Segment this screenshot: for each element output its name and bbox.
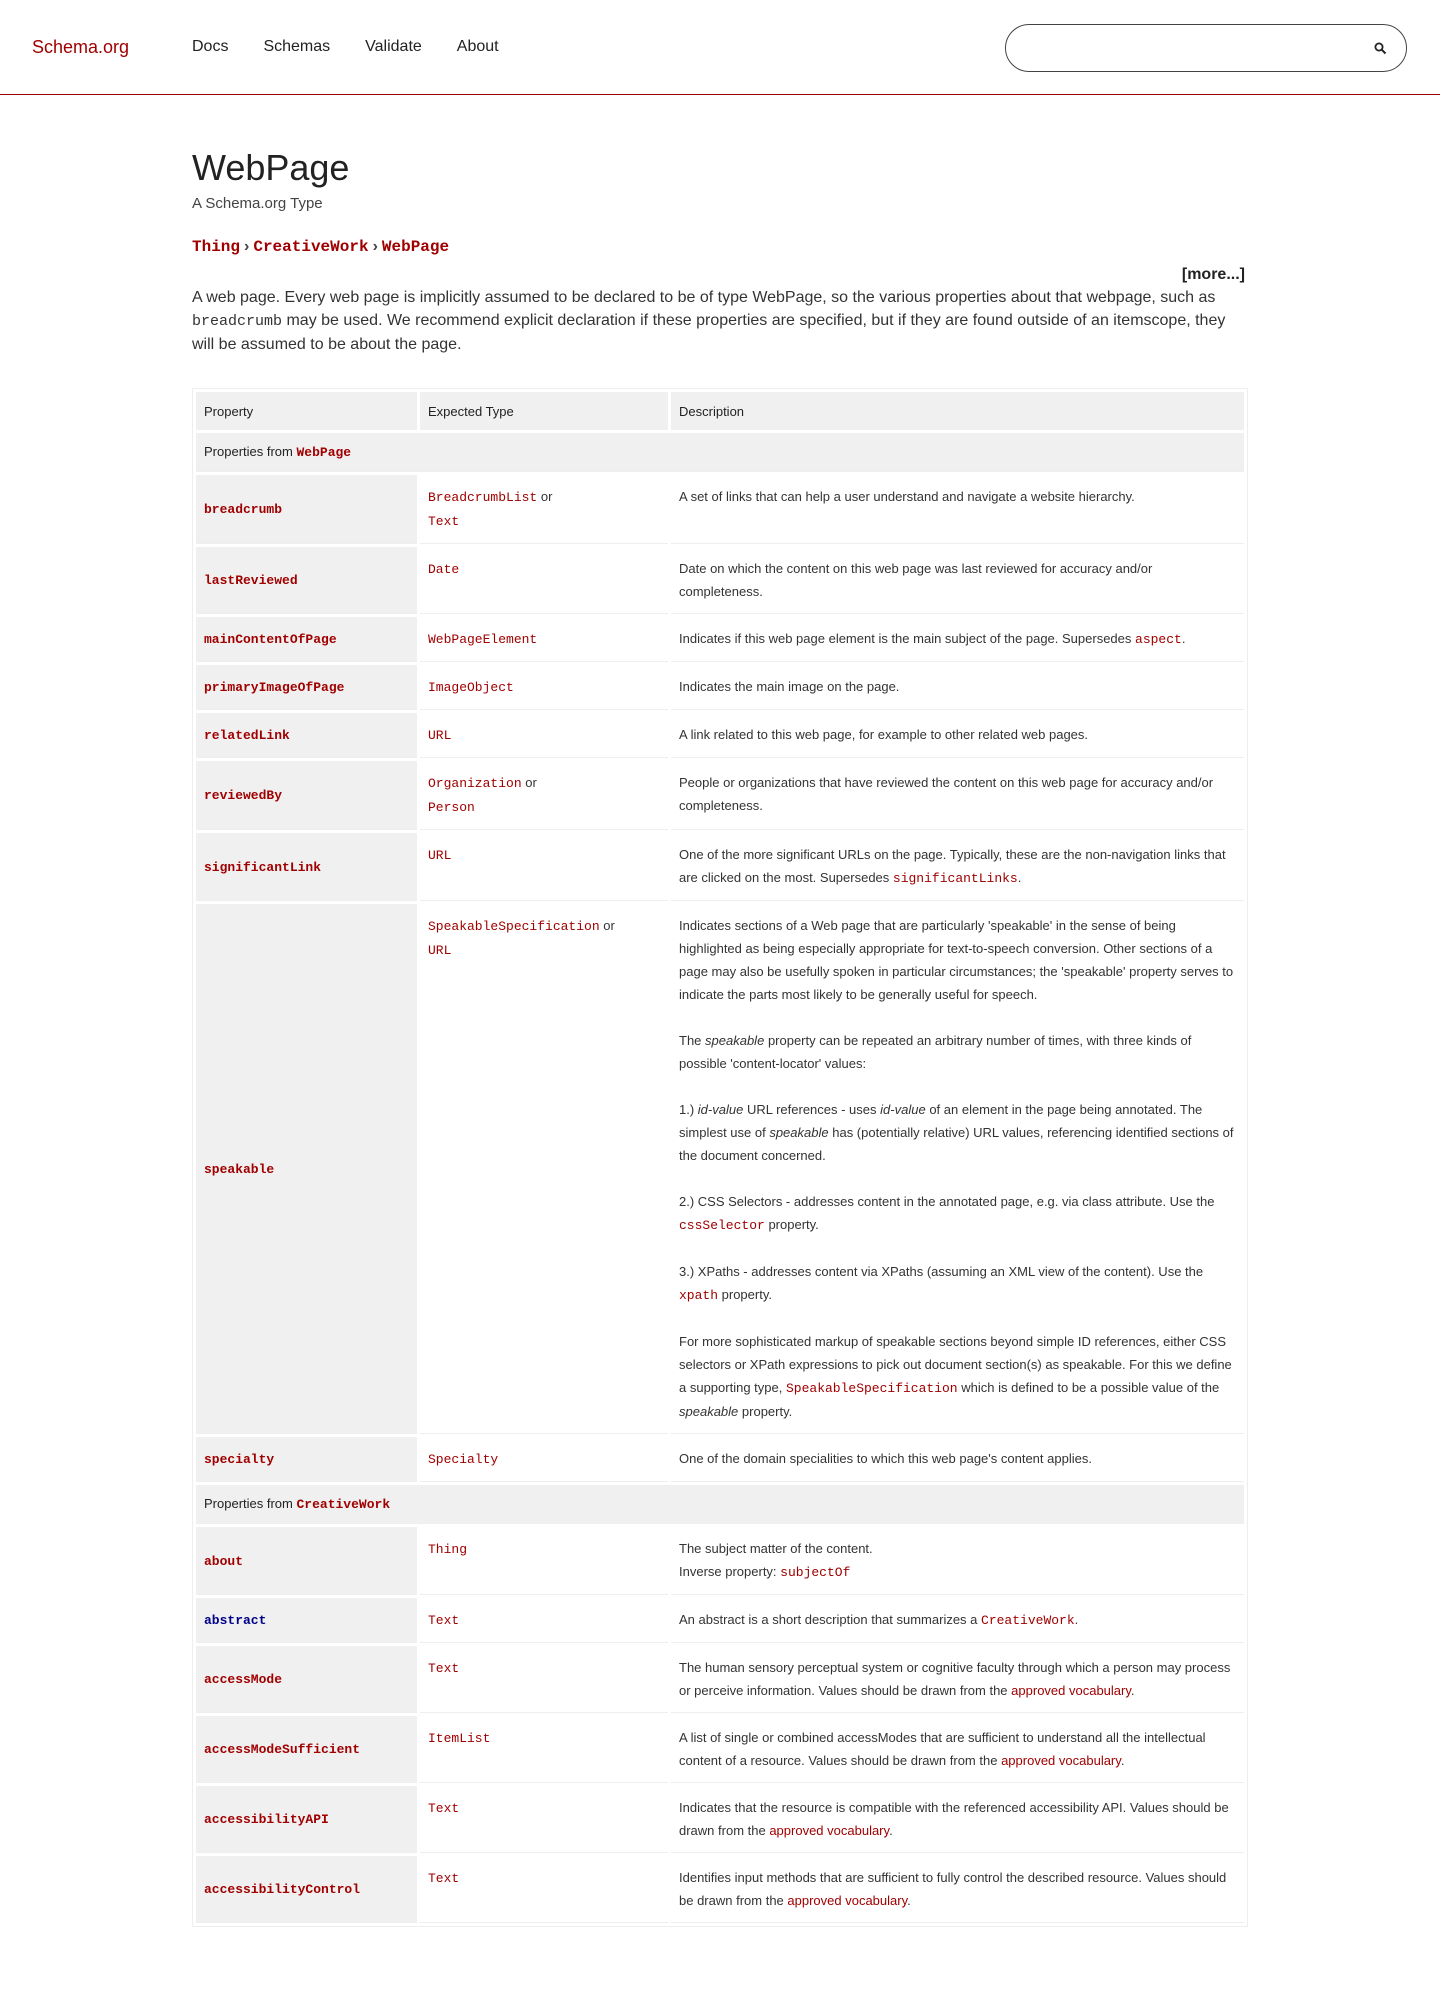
table-row: breadcrumb BreadcrumbList or Text A set of links that can help a user understand and navigate a website hierarchy. bbox=[196, 475, 1244, 544]
property-link[interactable]: xpath bbox=[679, 1288, 719, 1303]
table-row: speakable SpeakableSpecification or URL Indicates sections of a Web page that are particularly 'speakable' in the sense of being highlighted as being especially appropriate for text-to-speech conversion. Other sections of a page may also be usefully spoken in particular circumstances; the 'speakable' property serves to indicate the parts most likely to be generally useful for speech. The speakable property can be repeated an arbitrary number of times, with three kinds of possible 'content-locator' values: 1.) id-value URL references - uses id-value of an element in the page being annotated. The simplest use of speakable has (potentially relative) URL values, referencing identified sections of the document concerned. 2.) CSS Selectors - addresses content in the annotated page, e.g. via class attribute. Use the cssSelector property. 3.) XPaths - addresses content via XPaths (assuming an XML view of the content). Use the xpath property. For more sophisticated markup of speakable sections beyond simple ID references, either CSS selectors or XPath expressions to pick out document section(s) as speakable. For this we define a supporting type, SpeakableSpecification which is defined to be a possible value of the speakable property. bbox=[196, 904, 1244, 1434]
type-link[interactable]: CreativeWork bbox=[981, 1613, 1075, 1628]
table-row bbox=[196, 617, 1244, 662]
group-type-link[interactable]: WebPage bbox=[296, 445, 352, 460]
search-icon[interactable] bbox=[1372, 40, 1388, 56]
type-link[interactable]: Date bbox=[428, 562, 460, 577]
type-link[interactable]: SpeakableSpecification bbox=[428, 919, 600, 934]
table-row bbox=[196, 1786, 1244, 1853]
property-description: Indicates that the resource is compatible with the referenced accessibility API. Values should be drawn from the approved vocabulary. bbox=[671, 1786, 1244, 1853]
property-description: The subject matter of the content. Inverse property: subjectOf bbox=[671, 1527, 1244, 1595]
nav-docs[interactable]: Docs bbox=[192, 38, 229, 55]
type-link[interactable]: Person bbox=[428, 800, 475, 815]
main-content bbox=[192, 148, 1245, 1927]
property-description: One of the domain specialities to which this web page's content applies. bbox=[671, 1437, 1244, 1482]
table-row: reviewedBy Organization or Person People or organizations that have reviewed the content on this web page for accuracy and/or completeness. bbox=[196, 761, 1244, 830]
property-name[interactable]: relatedLink bbox=[204, 728, 290, 743]
property-description: People or organizations that have reviewed the content on this web page for accuracy and/or completeness. bbox=[671, 761, 1244, 830]
group-type-link[interactable]: CreativeWork bbox=[296, 1497, 391, 1512]
property-name[interactable]: accessModeSufficient bbox=[204, 1742, 361, 1757]
site-header bbox=[0, 0, 1440, 95]
properties-table bbox=[192, 388, 1248, 1927]
property-description: Identifies input methods that are sufficient to fully control the described resource. Values should be drawn from the approved vocabulary. bbox=[671, 1856, 1244, 1923]
approved-vocabulary-link[interactable]: approved vocabulary bbox=[1011, 1683, 1131, 1698]
group-webpage: Properties from WebPage bbox=[196, 433, 1244, 472]
type-link[interactable]: Thing bbox=[428, 1542, 468, 1557]
type-link[interactable]: URL bbox=[428, 848, 452, 863]
type-link[interactable]: Text bbox=[428, 1871, 460, 1886]
property-name[interactable]: speakable bbox=[204, 1161, 275, 1177]
more-link[interactable]: [more...] bbox=[1181, 266, 1245, 283]
type-link[interactable]: Organization bbox=[428, 776, 522, 791]
nav-schemas[interactable]: Schemas bbox=[263, 38, 331, 55]
table-row bbox=[196, 1856, 1244, 1923]
table-row bbox=[196, 665, 1244, 710]
table-row bbox=[196, 833, 1244, 901]
type-link[interactable]: URL bbox=[428, 943, 452, 958]
type-link[interactable]: Text bbox=[428, 1661, 460, 1676]
table-row bbox=[196, 1437, 1244, 1482]
table-row bbox=[196, 1716, 1244, 1783]
group-row bbox=[196, 433, 1244, 472]
property-description: Indicates sections of a Web page that are particularly 'speakable' in the sense of being highlighted as being especially appropriate for text-to-speech conversion. Other sections of a page may also be usefully spoken in particular circumstances; the 'speakable' property serves to indicate the parts most likely to be generally useful for speech. The speakable property can be repeated an arbitrary number of times, with three kinds of possible 'content-locator' values: 1.) id-value URL references - uses id-value of an element in the page being annotated. The simplest use of speakable has (potentially relative) URL values, referencing identified sections of the document concerned. 2.) CSS Selectors - addresses content in the annotated page, e.g. via class attribute. Use the cssSelector property. 3.) XPaths - addresses content via XPaths (assuming an XML view of the content). Use the xpath property. For more sophisticated markup of speakable sections beyond simple ID references, either CSS selectors or XPath expressions to pick out document section(s) as speakable. For this we define a supporting type, SpeakableSpecification which is defined to be a possible value of the speakable property. bbox=[671, 904, 1244, 1434]
approved-vocabulary-link[interactable]: approved vocabulary bbox=[787, 1893, 908, 1908]
property-name[interactable]: accessibilityAPI bbox=[204, 1812, 329, 1827]
property-description: One of the more significant URLs on the page. Typically, these are the non-navigation links that are clicked on the most. Supersedes significantLinks. bbox=[671, 833, 1244, 901]
approved-vocabulary-link[interactable]: approved vocabulary bbox=[769, 1823, 890, 1838]
type-description: A web page. Every web page is implicitly assumed to be declared to be of type WebPage, so the various properties about that webpage, such as breadcrumb may be used. We recommend explicit declaration if these properties are specified, but if they are found outside of an itemscope, they will be assumed to be about the page. bbox=[192, 289, 1226, 353]
type-link[interactable]: SpeakableSpecification bbox=[785, 1381, 958, 1396]
property-name[interactable]: breadcrumb bbox=[204, 502, 283, 517]
property-description: Date on which the content on this web page was last reviewed for accuracy and/or completeness. bbox=[671, 547, 1244, 614]
property-description: An abstract is a short description that summarizes a CreativeWork. bbox=[671, 1598, 1244, 1643]
nav-validate[interactable]: Validate bbox=[365, 38, 422, 55]
page-subtitle: A Schema.org Type bbox=[192, 195, 323, 212]
property-name[interactable]: reviewedBy bbox=[204, 788, 283, 803]
property-name[interactable]: significantLink bbox=[204, 859, 322, 875]
col-property: Property bbox=[196, 392, 417, 430]
property-description: The human sensory perceptual system or cognitive faculty through which a person may process or perceive information. Values should be drawn from the approved vocabulary. bbox=[671, 1646, 1244, 1713]
table-row bbox=[196, 1598, 1244, 1643]
property-name[interactable]: abstract bbox=[204, 1613, 267, 1628]
superseded-link[interactable]: significantLinks bbox=[892, 871, 1018, 886]
property-name[interactable]: accessMode bbox=[204, 1672, 283, 1687]
inverse-property-link[interactable]: subjectOf bbox=[780, 1565, 851, 1580]
type-link[interactable]: ItemList bbox=[428, 1731, 491, 1746]
breadcrumb bbox=[192, 238, 1245, 256]
approved-vocabulary-link[interactable]: approved vocabulary bbox=[1001, 1753, 1121, 1768]
breadcrumb-webpage[interactable]: WebPage bbox=[381, 238, 450, 256]
property-name[interactable]: mainContentOfPage bbox=[204, 632, 337, 647]
type-link[interactable]: Text bbox=[428, 514, 460, 529]
property-description: Indicates if this web page element is the main subject of the page. Supersedes aspect. bbox=[671, 617, 1244, 662]
type-link[interactable]: BreadcrumbList bbox=[428, 490, 538, 505]
property-description: A link related to this web page, for example to other related web pages. bbox=[671, 713, 1244, 758]
search-input[interactable] bbox=[1024, 39, 1372, 58]
group-creativework: Properties from CreativeWork bbox=[196, 1485, 1244, 1524]
search-box bbox=[1005, 24, 1407, 72]
superseded-link[interactable]: aspect bbox=[1135, 632, 1182, 647]
property-description: Indicates the main image on the page. bbox=[671, 665, 1244, 710]
property-description: A set of links that can help a user understand and navigate a website hierarchy. bbox=[671, 475, 1244, 544]
property-description: A list of single or combined accessModes that are sufficient to understand all the intellectual content of a resource. Values should be drawn from the approved vocabulary. bbox=[671, 1716, 1244, 1783]
property-name[interactable]: accessibilityControl bbox=[204, 1882, 361, 1897]
table-row bbox=[196, 547, 1244, 614]
breadcrumb-separator: › bbox=[372, 238, 378, 255]
type-link[interactable]: ImageObject bbox=[428, 680, 514, 695]
type-link[interactable]: Specialty bbox=[428, 1452, 499, 1467]
page-title: WebPage bbox=[192, 147, 350, 188]
property-name[interactable]: primaryImageOfPage bbox=[204, 680, 345, 695]
main-nav bbox=[192, 38, 534, 56]
property-link[interactable]: cssSelector bbox=[679, 1218, 765, 1233]
breadcrumb-thing[interactable]: Thing bbox=[192, 238, 241, 256]
breadcrumb-separator: › bbox=[244, 238, 250, 255]
type-link[interactable]: Text bbox=[428, 1801, 460, 1816]
inline-code: breadcrumb bbox=[192, 313, 283, 330]
site-logo[interactable]: Schema.org bbox=[32, 37, 130, 57]
property-name[interactable]: specialty bbox=[204, 1452, 275, 1467]
group-row bbox=[196, 1485, 1244, 1524]
col-description: Description bbox=[671, 392, 1244, 430]
property-name[interactable]: lastReviewed bbox=[204, 573, 298, 588]
table-row bbox=[196, 713, 1244, 758]
type-link[interactable]: URL bbox=[428, 728, 452, 743]
type-link[interactable]: WebPageElement bbox=[428, 632, 538, 647]
col-expected-type: Expected Type bbox=[420, 392, 668, 430]
property-name[interactable]: about bbox=[204, 1553, 244, 1569]
table-row bbox=[196, 1527, 1244, 1595]
table-header-row bbox=[196, 392, 1244, 430]
nav-about[interactable]: About bbox=[456, 38, 499, 55]
type-link[interactable]: Text bbox=[428, 1613, 460, 1628]
breadcrumb-creativework[interactable]: CreativeWork bbox=[253, 238, 369, 256]
table-row bbox=[196, 1646, 1244, 1713]
